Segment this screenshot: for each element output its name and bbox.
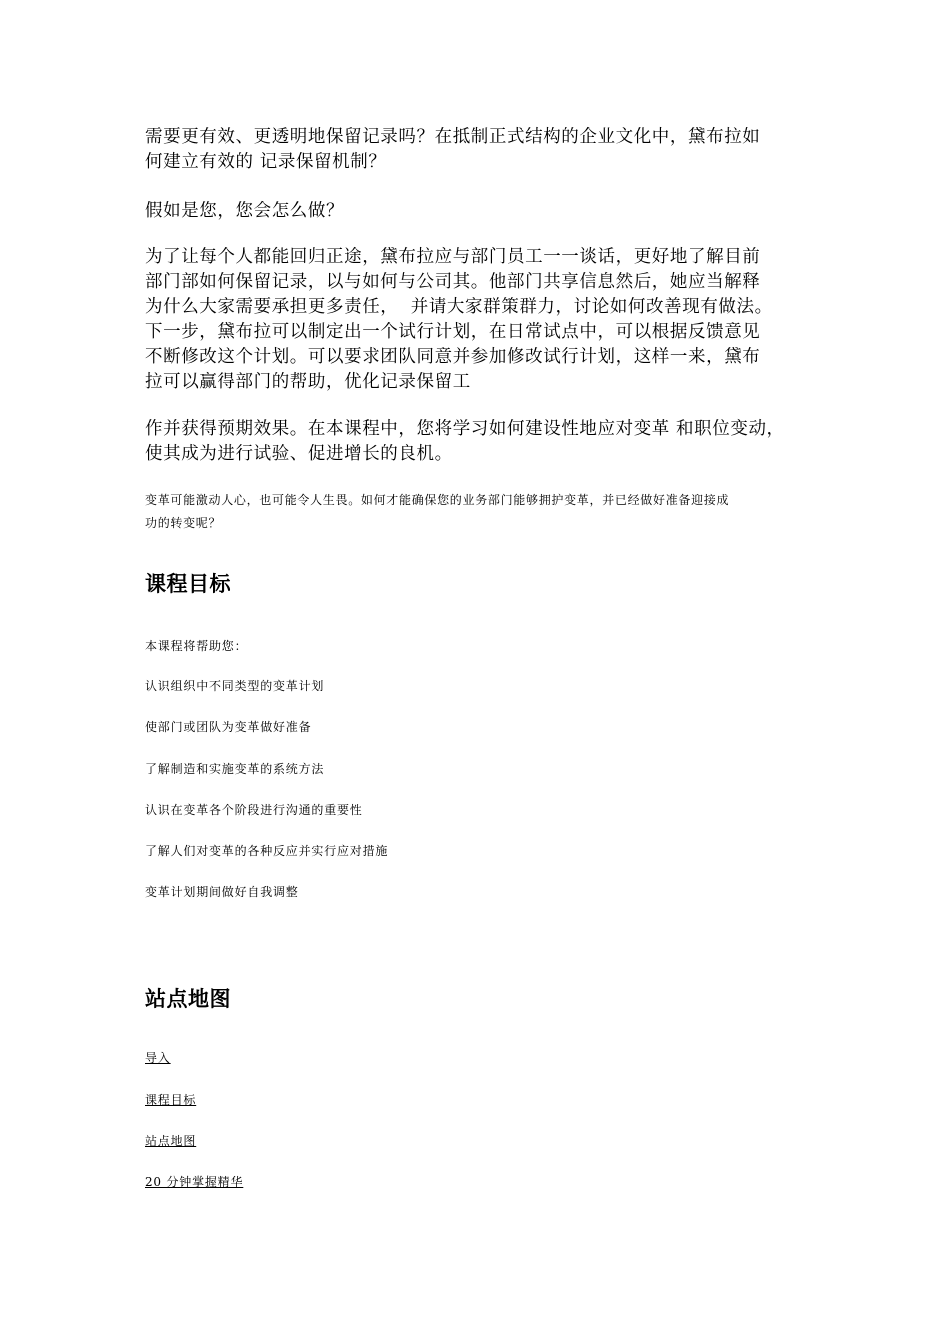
intro-answer-line: 为什么大家需要承担更多责任， 并请大家群策群力，讨论如何改善现有做法。 [145, 297, 773, 317]
objective-item: 变革计划期间做好自我调整 [145, 885, 299, 899]
objective-item: 认识组织中不同类型的变革计划 [145, 679, 325, 693]
sitemap-link-intro[interactable]: 导入 [145, 1051, 171, 1065]
intro-answer-line: 下一步，黛布拉可以制定出一个试行计划，在日常试点中，可以根据反馈意见 [145, 322, 761, 342]
objectives-lead: 本课程将帮助您： [145, 639, 248, 653]
intro-continuation-line: 作并获得预期效果。在本课程中，您将学习如何建设性地应对变革 和职位变动， [145, 419, 785, 439]
objective-item: 了解人们对变革的各种反应并实行应对措施 [145, 844, 389, 858]
objective-item: 了解制造和实施变革的系统方法 [145, 762, 325, 776]
sitemap-link-20-minute-essentials[interactable]: 20 分钟掌握精华 [145, 1175, 244, 1189]
sitemap-heading: 站点地图 [145, 986, 231, 1011]
intro-note-paragraph [145, 489, 729, 535]
objectives-heading: 课程目标 [145, 571, 231, 596]
intro-answer-line: 不断修改这个计划。可以要求团队同意并参加修改试行计划，这样一来，黛布 [145, 347, 761, 367]
intro-continuation-line: 使其成为进行试验、促进增长的良机。 [145, 444, 453, 464]
intro-question-line: 何建立有效的 记录保留机制？ [145, 152, 387, 172]
intro-note-line: 功的转变呢？ [145, 516, 222, 530]
objective-item: 使部门或团队为变革做好准备 [145, 720, 312, 734]
intro-continuation-paragraph [145, 417, 785, 467]
intro-answer-line: 为了让每个人都能回归正途，黛布拉应与部门员工一一谈话，更好地了解目前 [145, 247, 761, 267]
intro-answer-paragraph [145, 245, 773, 395]
intro-prompt: 假如是您，您会怎么做？ [145, 201, 345, 221]
objective-item: 认识在变革各个阶段进行沟通的重要性 [145, 803, 363, 817]
intro-question-paragraph [145, 125, 760, 175]
intro-answer-line: 部门部如何保留记录，以与如何与公司其。他部门共享信息然后，她应当解释 [145, 272, 761, 292]
intro-question-line: 需要更有效、更透明地保留记录吗？在抵制正式结构的企业文化中，黛布拉如 [145, 127, 761, 147]
intro-note-line: 变革可能激动人心，也可能令人生畏。如何才能确保您的业务部门能够拥护变革，并已经做好准备迎接成 [145, 493, 730, 507]
sitemap-link-sitemap[interactable]: 站点地图 [145, 1134, 197, 1148]
sitemap-link-objectives[interactable]: 课程目标 [145, 1093, 197, 1107]
intro-answer-line: 拉可以赢得部门的帮助，优化记录保留工 [145, 372, 471, 392]
